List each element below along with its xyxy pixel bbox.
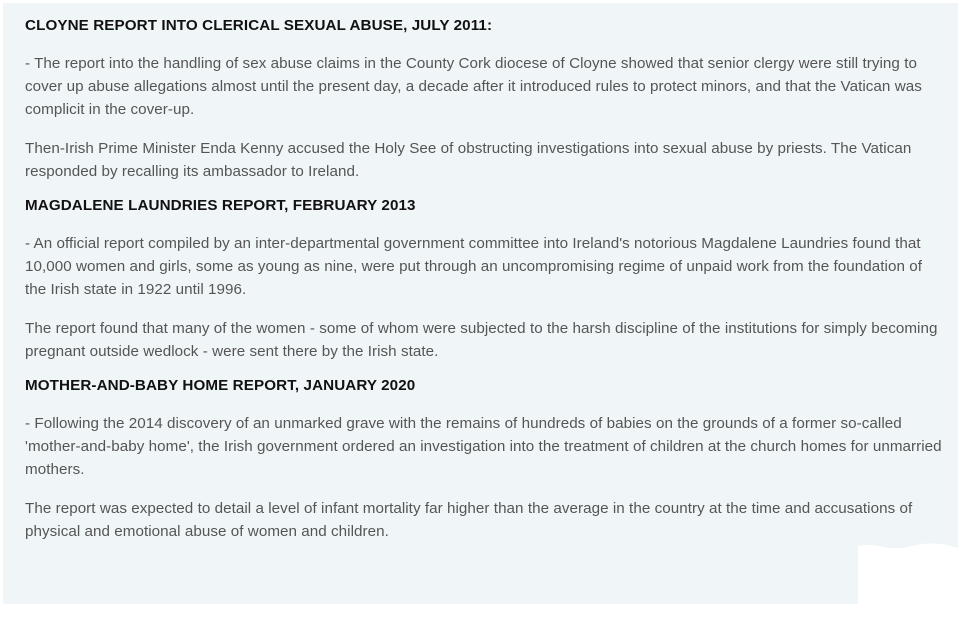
section-paragraph: - An official report compiled by an inter-departmental government committee into Ireland's notorious Magdalene Laundries found that 10,000 women and girls, some as young as nine, were put through an uncompromising regime of unpaid work from the foundation of the Irish state in 1922 until 1996. [25, 235, 922, 298]
section-paragraph: The report found that many of the women - some of whom were subjected to the harsh discipline of the institutions for simply becoming pregnant outside wedlock - were sent there by the Irish state. [25, 320, 938, 360]
section-heading-mother-baby-home: MOTHER-AND-BABY HOME REPORT, JANUARY 2020 [25, 377, 416, 394]
section-paragraph: - The report into the handling of sex abuse claims in the County Cork diocese of Cloyne showed that senior clergy were still trying to cover up abuse allegations almost until the present day, a decade after it introduced rules to protect minors, and that the Vatican was complicit in the cover-up. [25, 55, 922, 118]
section-heading-cloyne: CLOYNE REPORT INTO CLERICAL SEXUAL ABUSE, JULY 2011: [25, 17, 493, 34]
section-paragraph: - Following the 2014 discovery of an unmarked grave with the remains of hundreds of babies on the grounds of a former so-called 'mother-and-baby home', the Irish government ordered an investigation into the treatment of children at the church homes for unmarried mothers. [25, 415, 942, 478]
section-paragraph: Then-Irish Prime Minister Enda Kenny accused the Holy See of obstructing investigations into sexual abuse by priests. The Vatican responded by recalling its ambassador to Ireland. [25, 140, 912, 180]
section-heading-magdalene: MAGDALENE LAUNDRIES REPORT, FEBRUARY 2013 [25, 197, 416, 214]
article-panel [3, 3, 958, 604]
corner-white-shape [858, 542, 958, 604]
section-paragraph: The report was expected to detail a level of infant mortality far higher than the average in the country at the time and accusations of physical and emotional abuse of women and children. [25, 500, 913, 540]
